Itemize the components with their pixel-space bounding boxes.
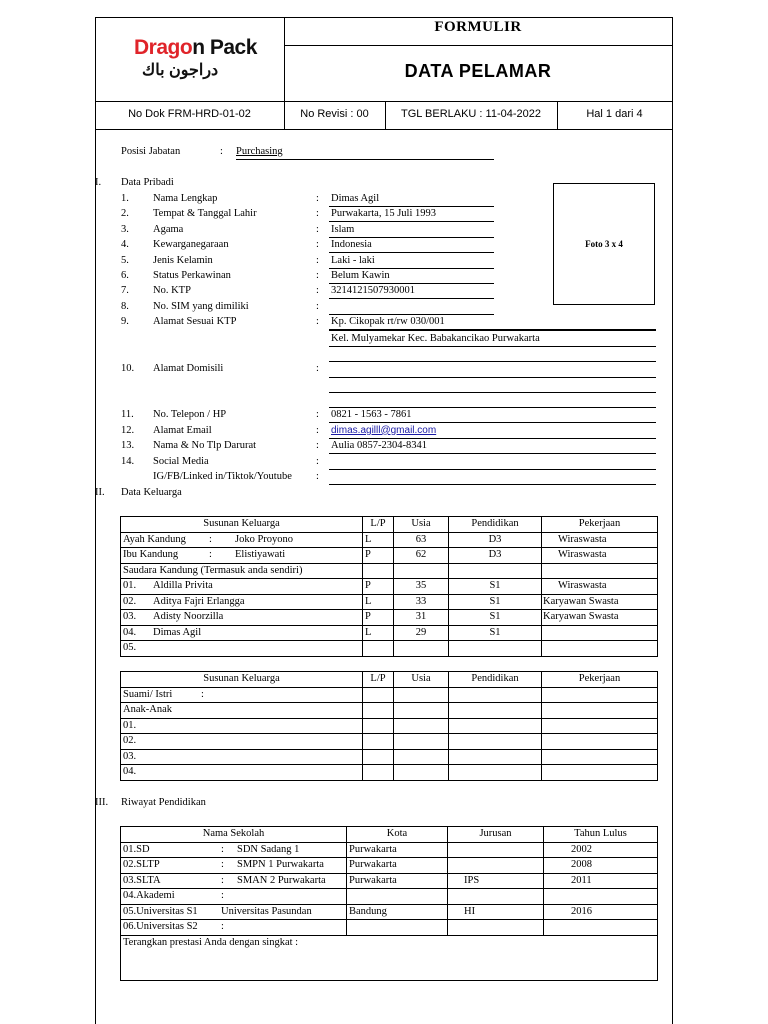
school-cell[interactable]	[121, 904, 347, 920]
age-cell[interactable]	[394, 641, 449, 657]
family-member-cell[interactable]: 03. Adisty Noorzilla	[121, 610, 363, 626]
major-cell[interactable]	[448, 842, 544, 858]
school-level: 01.SD	[123, 843, 150, 855]
field-label: Jenis Kelamin	[153, 254, 213, 266]
education-cell[interactable]: S1	[449, 594, 542, 610]
family-table-spouse-children	[120, 671, 658, 781]
empty-cell[interactable]	[449, 734, 542, 750]
school-name: SDN Sadang 1	[237, 843, 300, 855]
family-member-cell[interactable]: 02. Aditya Fajri Erlangga	[121, 594, 363, 610]
family-member-cell[interactable]: Suami/ Istri :	[121, 687, 363, 703]
age-cell[interactable]: 63	[394, 532, 449, 548]
section-3-title: Riwayat Pendidikan	[121, 797, 206, 808]
field-value[interactable]: Belum Kawin	[331, 270, 390, 281]
family-table-parents-siblings	[120, 516, 658, 657]
column-header: Pekerjaan	[542, 672, 658, 688]
table-row	[121, 858, 658, 874]
graduation-year-cell[interactable]: 2016	[544, 904, 658, 920]
occupation-cell[interactable]: Wiraswasta	[542, 532, 658, 548]
major-cell[interactable]: HI	[448, 904, 544, 920]
empty-cell[interactable]	[394, 687, 449, 703]
empty-cell[interactable]	[542, 765, 658, 781]
column-header: Kota	[347, 827, 448, 843]
table-row	[121, 594, 658, 610]
table-row	[121, 532, 658, 548]
table-header-row	[121, 827, 658, 843]
empty-cell[interactable]	[363, 703, 394, 719]
empty-cell[interactable]	[542, 703, 658, 719]
occupation-cell[interactable]: Karyawan Swasta	[542, 594, 658, 610]
empty-cell[interactable]	[542, 718, 658, 734]
table-row	[121, 734, 658, 750]
field-label: Agama	[153, 223, 184, 235]
column-header: Pekerjaan	[542, 517, 658, 533]
major-cell[interactable]: IPS	[448, 873, 544, 889]
field-label: Social Media	[153, 455, 209, 467]
city-cell[interactable]: Purwakarta	[347, 858, 448, 874]
age-cell[interactable]: 62	[394, 548, 449, 564]
member-name: Dimas Agil	[153, 626, 202, 638]
occupation-cell[interactable]	[542, 641, 658, 657]
education-cell[interactable]: D3	[449, 548, 542, 564]
member-name: Joko Proyono	[235, 533, 294, 545]
achievement-row	[121, 935, 658, 980]
field-value[interactable]: Kp. Cikopak rt/rw 030/001	[331, 316, 445, 328]
school-name: Universitas Pasundan	[221, 905, 312, 917]
empty-cell[interactable]	[394, 765, 449, 781]
table-row	[121, 842, 658, 858]
logo-pin-icon: o	[179, 36, 193, 59]
education-table	[120, 826, 658, 981]
education-cell[interactable]	[449, 641, 542, 657]
empty-cell[interactable]	[542, 749, 658, 765]
age-cell[interactable]: 33	[394, 594, 449, 610]
family-member-cell[interactable]: 01.	[121, 718, 363, 734]
school-level: 02.SLTP	[123, 859, 160, 871]
education-cell[interactable]: S1	[449, 610, 542, 626]
column-header: Pendidikan	[449, 672, 542, 688]
table-row	[121, 548, 658, 564]
age-cell[interactable]: 29	[394, 625, 449, 641]
field-label: IG/FB/Linked in/Tiktok/Youtube	[153, 471, 292, 483]
empty-cell[interactable]	[363, 749, 394, 765]
gender-cell[interactable]: L	[363, 532, 394, 548]
school-level: 06.Universitas S2	[123, 921, 198, 933]
family-member-cell[interactable]: Ayah Kandung : Joko Proyono	[121, 532, 363, 548]
graduation-year-cell[interactable]: 2002	[544, 842, 658, 858]
empty-cell[interactable]	[394, 734, 449, 750]
empty-cell[interactable]	[449, 765, 542, 781]
empty-cell[interactable]	[363, 765, 394, 781]
empty-cell[interactable]	[542, 734, 658, 750]
gender-cell[interactable]: L	[363, 625, 394, 641]
family-member-cell[interactable]: 02.	[121, 734, 363, 750]
field-value[interactable]: Laki - laki	[331, 254, 375, 266]
field-label: No. KTP	[153, 285, 191, 297]
field-value[interactable]: Islam	[331, 223, 355, 235]
position-value[interactable]: Purchasing	[236, 146, 283, 157]
major-cell[interactable]	[448, 920, 544, 936]
family-member-cell[interactable]: Saudara Kandung (Termasuk anda sendiri)	[121, 563, 363, 579]
school-cell[interactable]: 06.Universitas S2 :	[121, 920, 347, 936]
effective-date: TGL BERLAKU : 11-04-2022	[400, 108, 541, 120]
family-member-cell[interactable]: 03.	[121, 749, 363, 765]
section-2-number: II.	[95, 487, 105, 498]
column-header: Nama Sekolah	[121, 827, 347, 843]
form-title: DATA PELAMAR	[404, 61, 552, 81]
occupation-cell[interactable]: Wiraswasta	[542, 579, 658, 595]
school-level: 04.Akademi	[123, 890, 175, 902]
school-cell[interactable]: 04.Akademi :	[121, 889, 347, 905]
empty-cell[interactable]	[394, 749, 449, 765]
page-indicator: Hal 1 dari 4	[586, 108, 643, 120]
school-cell[interactable]: 03.SLTA : SMAN 2 Purwakarta	[121, 873, 347, 889]
field-label: Alamat Email	[153, 424, 212, 436]
field-label: Nama Lengkap	[153, 193, 218, 204]
age-cell[interactable]: 35	[394, 579, 449, 595]
section-3-number: III.	[95, 797, 109, 808]
table-row	[121, 904, 658, 920]
gender-cell[interactable]: P	[363, 610, 394, 626]
member-name: Aditya Fajri Erlangga	[153, 595, 245, 607]
graduation-year-cell[interactable]	[544, 920, 658, 936]
table-header-row	[121, 517, 658, 533]
achievement-field[interactable]: Terangkan prestasi Anda dengan singkat :	[121, 935, 658, 980]
school-cell[interactable]: 02.SLTP : SMPN 1 Purwakarta	[121, 858, 347, 874]
table-row	[121, 563, 658, 579]
empty-cell[interactable]	[363, 718, 394, 734]
school-name: SMPN 1 Purwakarta	[237, 859, 324, 870]
table-row	[121, 889, 658, 905]
domicile-label: Alamat Domisili	[153, 363, 224, 374]
table-row	[121, 703, 658, 719]
column-header: Usia	[394, 517, 449, 533]
table-row	[121, 641, 658, 657]
empty-cell[interactable]	[363, 687, 394, 703]
field-label: Nama & No Tlp Darurat	[153, 440, 257, 452]
page-border-top	[95, 17, 672, 18]
education-cell[interactable]: S1	[449, 625, 542, 641]
field-label: No. Telepon / HP	[153, 409, 227, 420]
family-member-cell[interactable]: 01. Aldilla Privita	[121, 579, 363, 595]
empty-cell[interactable]	[394, 703, 449, 719]
table-row	[121, 920, 658, 936]
column-header: Tahun Lulus	[544, 827, 658, 843]
major-cell[interactable]	[448, 858, 544, 874]
school-cell[interactable]: 01.SD : SDN Sadang 1	[121, 842, 347, 858]
occupation-cell[interactable]: Karyawan Swasta	[542, 610, 658, 626]
section-1-title: Data Pribadi	[121, 177, 174, 188]
empty-cell[interactable]	[363, 734, 394, 750]
column-header: Susunan Keluarga	[121, 517, 363, 533]
field-value[interactable]: Aulia 0857-2304-8341	[331, 440, 427, 452]
photo-box[interactable]: Foto 3 x 4	[553, 183, 655, 305]
education-cell[interactable]	[449, 563, 542, 579]
table-header-row	[121, 672, 658, 688]
education-cell[interactable]: D3	[449, 532, 542, 548]
gender-cell[interactable]	[363, 563, 394, 579]
gender-cell[interactable]: L	[363, 594, 394, 610]
graduation-year-cell[interactable]: 2011	[544, 873, 658, 889]
table-row	[121, 718, 658, 734]
revision-number: No Revisi : 00	[300, 108, 369, 120]
school-level: 03.SLTA	[123, 874, 161, 886]
column-header: Susunan Keluarga	[121, 672, 363, 688]
field-label: Status Perkawinan	[153, 270, 231, 281]
gender-cell[interactable]	[363, 641, 394, 657]
column-header: L/P	[363, 517, 394, 533]
family-member-cell[interactable]: Anak-Anak	[121, 703, 363, 719]
table-row	[121, 625, 658, 641]
company-logo: Dragon Pack دراجون باك	[134, 36, 257, 79]
form-label: FORMULIR	[434, 19, 522, 35]
member-name: Elistiyawati	[235, 549, 286, 560]
member-name: Adisty Noorzilla	[153, 611, 224, 622]
page-border-left	[95, 17, 96, 1024]
age-cell[interactable]	[394, 563, 449, 579]
table-row	[121, 687, 658, 703]
column-header: L/P	[363, 672, 394, 688]
table-row	[121, 610, 658, 626]
table-row	[121, 749, 658, 765]
graduation-year-cell[interactable]: 2008	[544, 858, 658, 874]
field-label: Tempat & Tanggal Lahir	[153, 208, 257, 220]
empty-cell[interactable]	[542, 687, 658, 703]
occupation-cell[interactable]: Wiraswasta	[542, 548, 658, 564]
empty-cell[interactable]	[449, 703, 542, 719]
family-member-cell[interactable]: 04.	[121, 765, 363, 781]
empty-cell[interactable]	[394, 718, 449, 734]
address-ktp-line2[interactable]: Kel. Mulyamekar Kec. Babakancikao Purwakarta	[331, 333, 540, 344]
school-level: 05.Universitas S1	[123, 905, 198, 917]
city-cell[interactable]	[347, 889, 448, 905]
city-cell[interactable]: Bandung	[347, 904, 448, 920]
field-label: Kewarganegaraan	[153, 239, 229, 251]
page-border-right	[672, 17, 673, 1024]
city-cell[interactable]	[347, 920, 448, 936]
school-name: SMAN 2 Purwakarta	[237, 874, 326, 886]
field-value[interactable]: 3214121507930001	[331, 285, 415, 297]
occupation-cell[interactable]	[542, 625, 658, 641]
column-header: Usia	[394, 672, 449, 688]
family-member-cell[interactable]: 04. Dimas Agil	[121, 625, 363, 641]
section-2-title: Data Keluarga	[121, 487, 182, 498]
gender-cell[interactable]: P	[363, 548, 394, 564]
field-value[interactable]: Dimas Agil	[331, 193, 380, 204]
gender-cell[interactable]: P	[363, 579, 394, 595]
age-cell[interactable]: 31	[394, 610, 449, 626]
member-name: Aldilla Privita	[153, 580, 213, 591]
doc-number: No Dok FRM-HRD-01-02	[128, 108, 251, 120]
field-value[interactable]: 0821 - 1563 - 7861	[331, 409, 412, 420]
graduation-year-cell[interactable]	[544, 889, 658, 905]
empty-cell[interactable]	[449, 687, 542, 703]
empty-cell[interactable]	[449, 749, 542, 765]
field-value[interactable]: Indonesia	[331, 239, 372, 251]
occupation-cell[interactable]	[542, 563, 658, 579]
table-row	[121, 579, 658, 595]
field-label: Alamat Sesuai KTP	[153, 316, 237, 328]
city-cell[interactable]: Purwakarta	[347, 873, 448, 889]
table-row	[121, 873, 658, 889]
field-label: No. SIM yang dimiliki	[153, 300, 249, 312]
empty-cell[interactable]	[449, 718, 542, 734]
column-header: Pendidikan	[449, 517, 542, 533]
education-cell[interactable]: S1	[449, 579, 542, 595]
section-1-number: I.	[95, 177, 102, 188]
column-header: Jurusan	[448, 827, 544, 843]
field-value[interactable]: Purwakarta, 15 Juli 1993	[331, 208, 436, 220]
family-member-cell[interactable]: Ibu Kandung : Elistiyawati	[121, 548, 363, 564]
city-cell[interactable]: Purwakarta	[347, 842, 448, 858]
major-cell[interactable]	[448, 889, 544, 905]
family-member-cell[interactable]: 05.	[121, 641, 363, 657]
email-link[interactable]: dimas.agilll@gmail.com	[331, 424, 437, 436]
table-row	[121, 765, 658, 781]
